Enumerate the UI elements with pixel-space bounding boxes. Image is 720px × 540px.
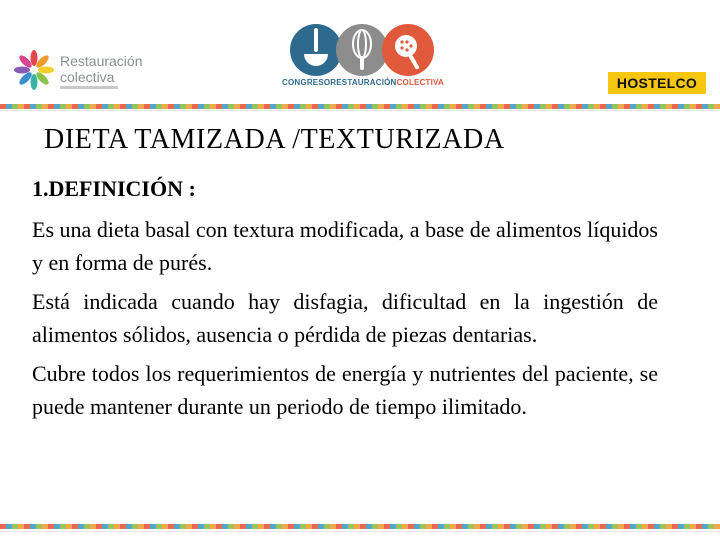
header-divider-stripe bbox=[0, 104, 720, 109]
body-paragraph-3: Cubre todos los requerimientos de energía y nutrientes del paciente, se puede mantener durante un periodo de tiempo ilimitado. bbox=[32, 361, 658, 419]
whisk-icon bbox=[336, 24, 388, 76]
hostelco-logo bbox=[608, 72, 706, 94]
logo-text-line1: Restauración bbox=[60, 53, 143, 69]
logo-url-line bbox=[60, 86, 118, 89]
restauracion-colectiva-logo bbox=[10, 44, 143, 98]
flower-logo-icon bbox=[12, 48, 56, 92]
footer-divider-line bbox=[0, 531, 720, 532]
hostelco-logo-text: HOSTELCO bbox=[616, 75, 698, 91]
slide-body bbox=[32, 213, 658, 429]
body-paragraph-1: Es una dieta basal con textura modificada, a base de alimentos líquidos y en forma de purés. bbox=[32, 217, 658, 275]
header-divider-line bbox=[0, 110, 720, 111]
skimmer-icon bbox=[382, 24, 434, 76]
slide-title: DIETA TAMIZADA /TEXTURIZADA bbox=[44, 124, 505, 155]
congreso-text-part1: CONGRESORESTAURACIÓN bbox=[282, 78, 397, 87]
logo-text-line2: colectiva bbox=[60, 69, 115, 85]
congreso-text-part2: COLECTIVA bbox=[396, 78, 444, 87]
body-paragraph-2: Está indicada cuando hay disfagia, dificultad en la ingestión de alimentos sólidos, ausencia o pérdida de piezas dentarias. bbox=[32, 289, 658, 347]
ladle-icon bbox=[290, 24, 342, 76]
congreso-logo-text bbox=[278, 78, 448, 87]
slide-header bbox=[0, 0, 720, 112]
footer-divider-stripe bbox=[0, 524, 720, 529]
congreso-logo bbox=[278, 18, 448, 94]
congreso-logo-icons bbox=[290, 22, 434, 78]
section-heading: 1.DEFINICIÓN : bbox=[32, 176, 196, 201]
